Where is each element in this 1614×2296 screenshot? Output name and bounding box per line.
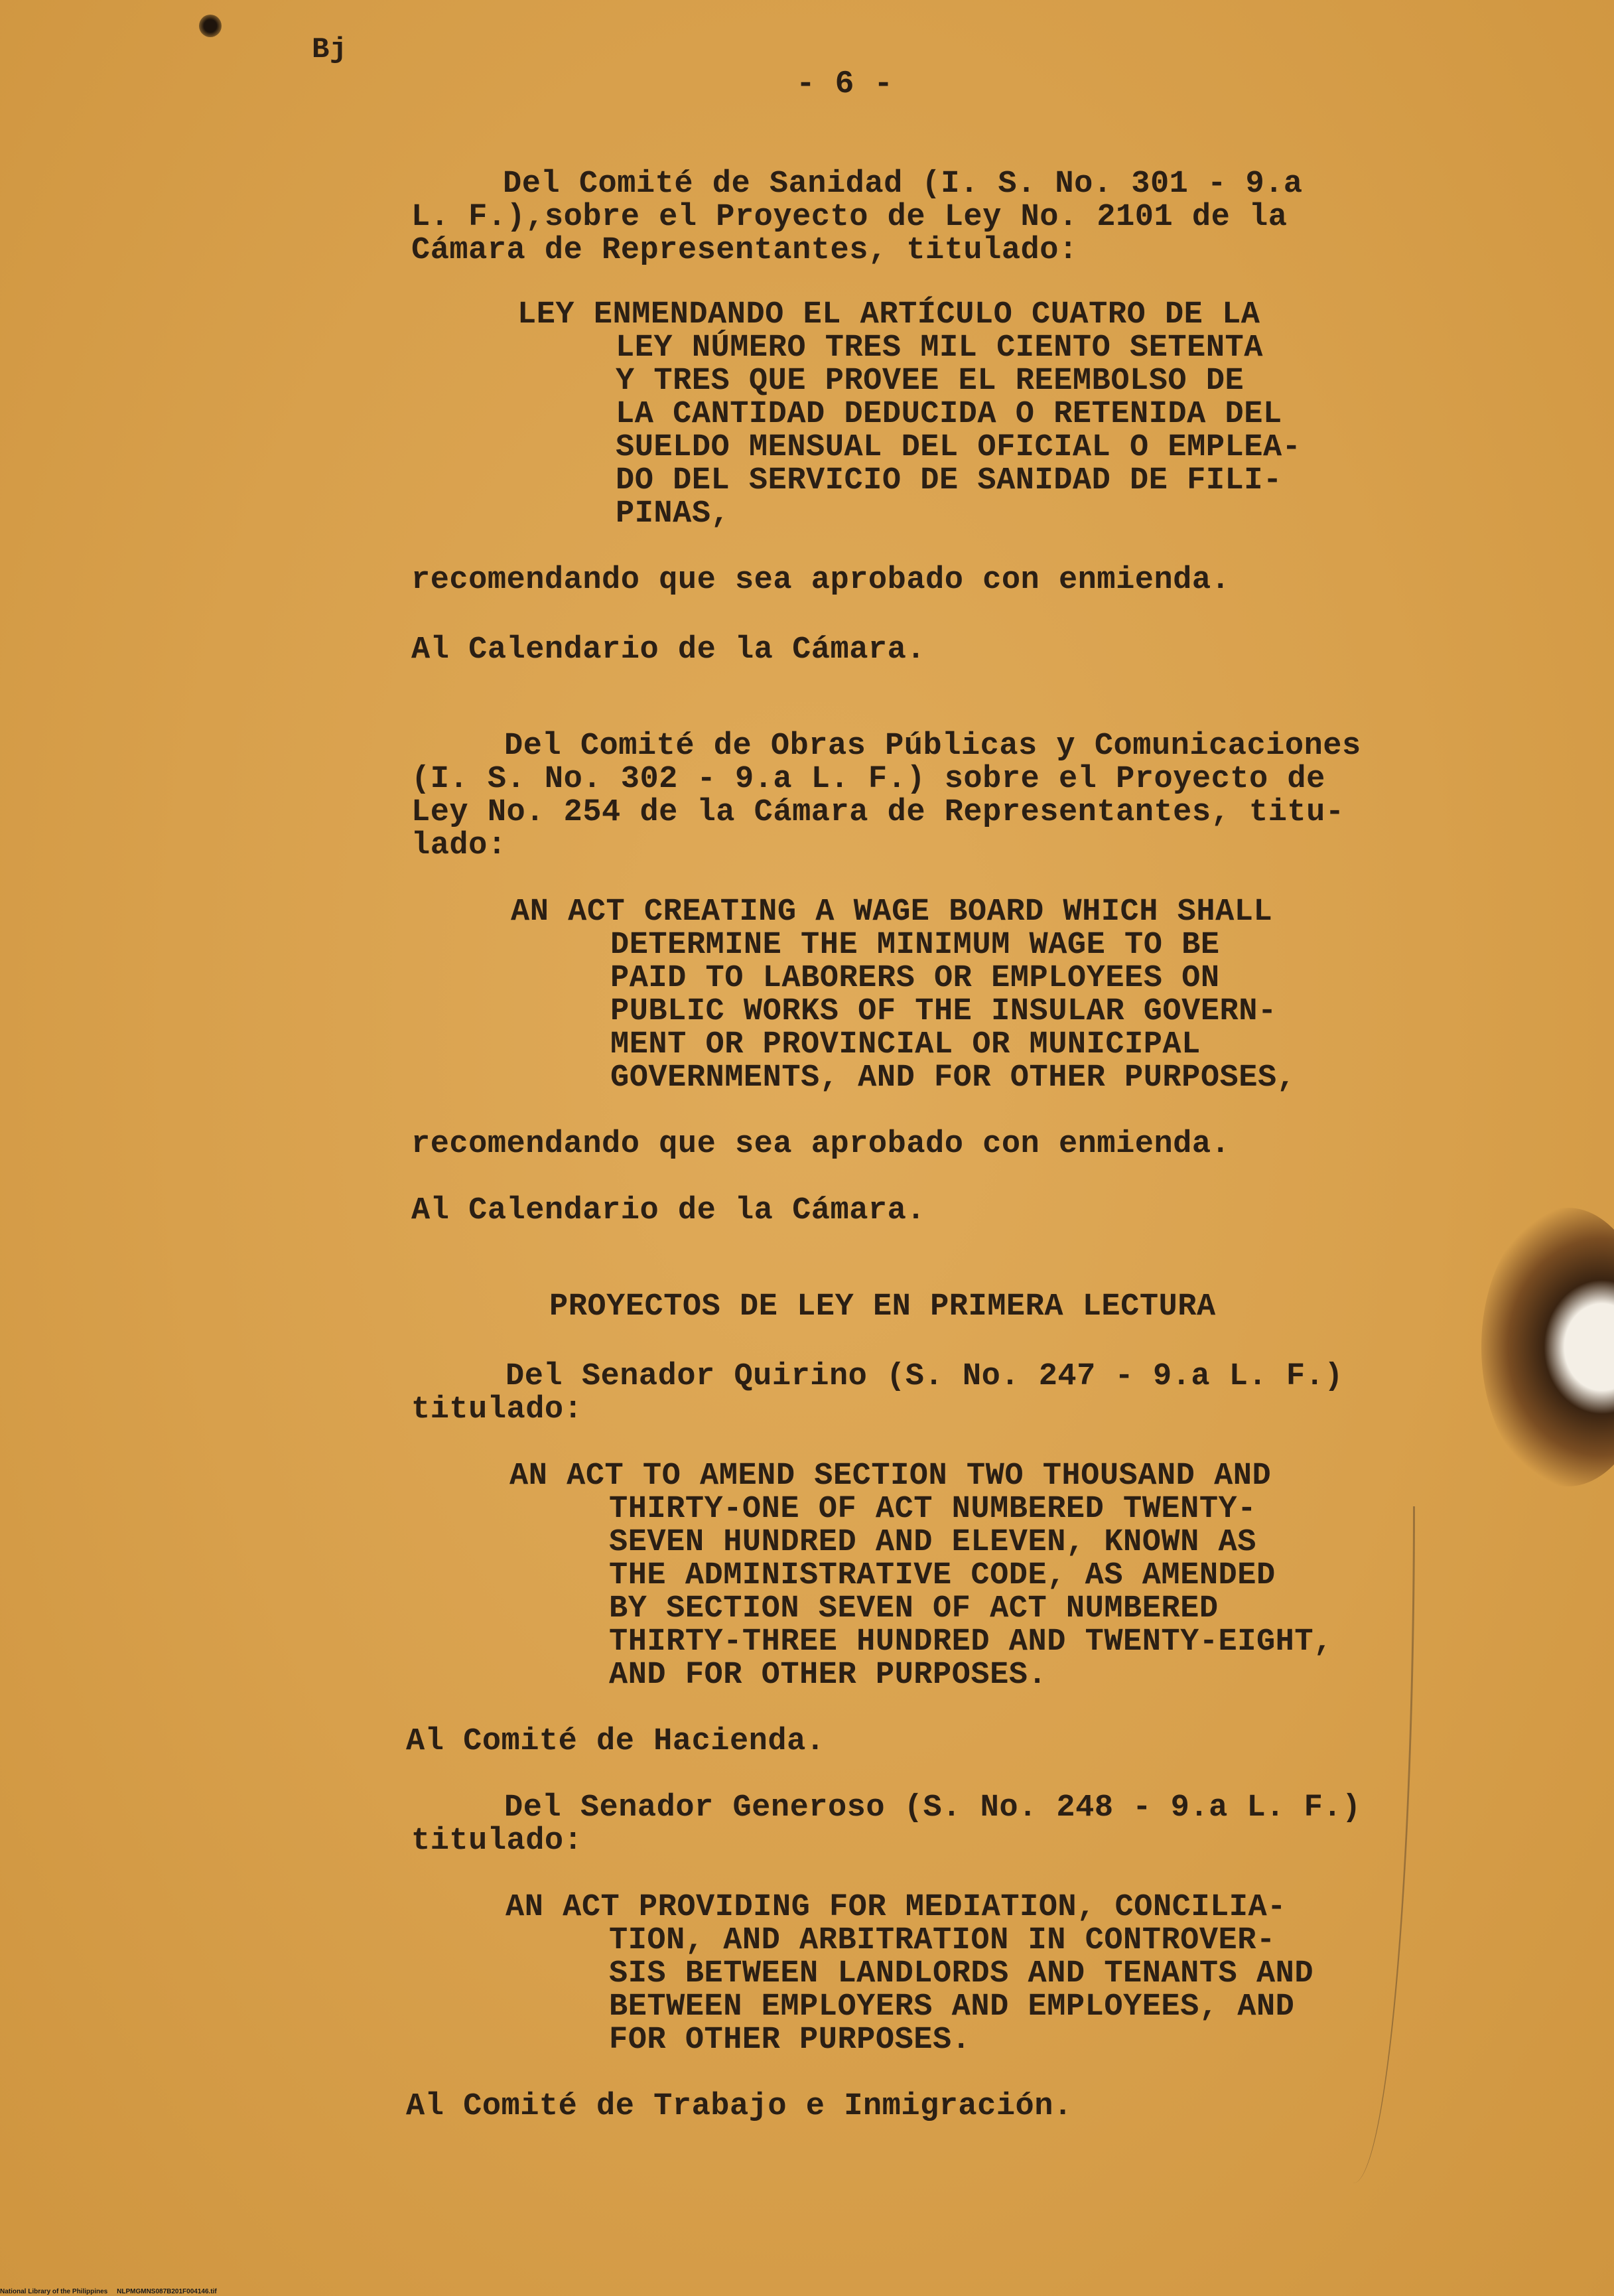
item2-title-line: PAID TO LABORERS OR EMPLOYEES ON xyxy=(610,961,1220,996)
item1-recommendation: recomendando que sea aprobado con enmienda. xyxy=(411,563,1231,598)
section-heading: PROYECTOS DE LEY EN PRIMERA LECTURA xyxy=(549,1289,1216,1325)
page-number: - 6 - xyxy=(796,66,894,102)
item4-title-line: FOR OTHER PURPOSES. xyxy=(609,2023,971,2058)
item1-intro-line: Cámara de Representantes, titulado: xyxy=(411,233,1078,268)
burn-mark xyxy=(1481,1208,1614,1486)
item3-intro-line: Del Senador Quirino (S. No. 247 - 9.a L. F.) xyxy=(505,1359,1344,1394)
item1-title-line: LEY NÚMERO TRES MIL CIENTO SETENTA xyxy=(616,330,1263,366)
pencil-line xyxy=(1353,1506,1415,2183)
item2-title-line: DETERMINE THE MINIMUM WAGE TO BE xyxy=(610,928,1220,963)
item1-title-line: LA CANTIDAD DEDUCIDA O RETENIDA DEL xyxy=(616,397,1282,432)
item3-intro-line: titulado: xyxy=(411,1392,583,1427)
item4-title-line: TION, AND ARBITRATION IN CONTROVER- xyxy=(609,1923,1276,1958)
item3-title-line: SEVEN HUNDRED AND ELEVEN, KNOWN AS xyxy=(609,1525,1256,1560)
item2-title-line: MENT OR PROVINCIAL OR MUNICIPAL xyxy=(610,1027,1201,1062)
item1-title-line: SUELDO MENSUAL DEL OFICIAL O EMPLEA- xyxy=(616,430,1302,465)
item3-title-line: BY SECTION SEVEN OF ACT NUMBERED xyxy=(609,1591,1219,1626)
item4-intro-line: Del Senador Generoso (S. No. 248 - 9.a L. F.) xyxy=(504,1790,1361,1826)
item3-referral: Al Comité de Hacienda. xyxy=(406,1724,825,1759)
item4-intro-line: titulado: xyxy=(411,1824,583,1859)
item1-intro-line: Del Comité de Sanidad (I. S. No. 301 - 9.a xyxy=(503,167,1303,202)
item3-title-line: THIRTY-ONE OF ACT NUMBERED TWENTY- xyxy=(609,1492,1256,1527)
item1-title-line: PINAS, xyxy=(616,496,730,532)
item1-intro-line: L. F.),sobre el Proyecto de Ley No. 2101 de la xyxy=(411,200,1288,235)
item2-title-line: GOVERNMENTS, AND FOR OTHER PURPOSES, xyxy=(610,1060,1296,1096)
scan-footer: National Library of the Philippines NLPMGMNS087B201F004146.tif xyxy=(0,2288,217,2295)
item1-title-line: DO DEL SERVICIO DE SANIDAD DE FILI- xyxy=(616,463,1282,498)
item3-title-line: AND FOR OTHER PURPOSES. xyxy=(609,1658,1047,1693)
item2-referral: Al Calendario de la Cámara. xyxy=(411,1193,926,1228)
item2-recommendation: recomendando que sea aprobado con enmienda. xyxy=(411,1127,1231,1162)
item1-title-line: LEY ENMENDANDO EL ARTÍCULO CUATRO DE LA xyxy=(517,297,1260,332)
item4-referral: Al Comité de Trabajo e Inmigración. xyxy=(406,2089,1073,2124)
ink-spot xyxy=(199,15,222,37)
item4-title-line: AN ACT PROVIDING FOR MEDIATION, CONCILIA- xyxy=(505,1890,1286,1925)
item1-title-line: Y TRES QUE PROVEE EL REEMBOLSO DE xyxy=(616,364,1244,399)
item2-title-line: PUBLIC WORKS OF THE INSULAR GOVERN- xyxy=(610,994,1277,1029)
item2-title-line: AN ACT CREATING A WAGE BOARD WHICH SHALL xyxy=(511,895,1273,930)
item3-title-line: THE ADMINISTRATIVE CODE, AS AMENDED xyxy=(609,1558,1276,1593)
item4-title-line: BETWEEN EMPLOYERS AND EMPLOYEES, AND xyxy=(609,1989,1295,2025)
item2-intro-line: Del Comité de Obras Públicas y Comunicaciones xyxy=(504,729,1361,764)
item3-title-line: THIRTY-THREE HUNDRED AND TWENTY-EIGHT, xyxy=(609,1624,1333,1660)
item3-title-line: AN ACT TO AMEND SECTION TWO THOUSAND AND xyxy=(509,1459,1272,1494)
item2-intro-line: Ley No. 254 de la Cámara de Representantes, titu- xyxy=(411,795,1345,830)
item4-title-line: SIS BETWEEN LANDLORDS AND TENANTS AND xyxy=(609,1956,1314,1991)
item2-intro-line: (I. S. No. 302 - 9.a L. F.) sobre el Proyecto de xyxy=(411,762,1325,797)
corner-mark: Bj xyxy=(312,33,348,66)
item2-intro-line: lado: xyxy=(411,828,507,863)
item1-referral: Al Calendario de la Cámara. xyxy=(411,632,926,668)
